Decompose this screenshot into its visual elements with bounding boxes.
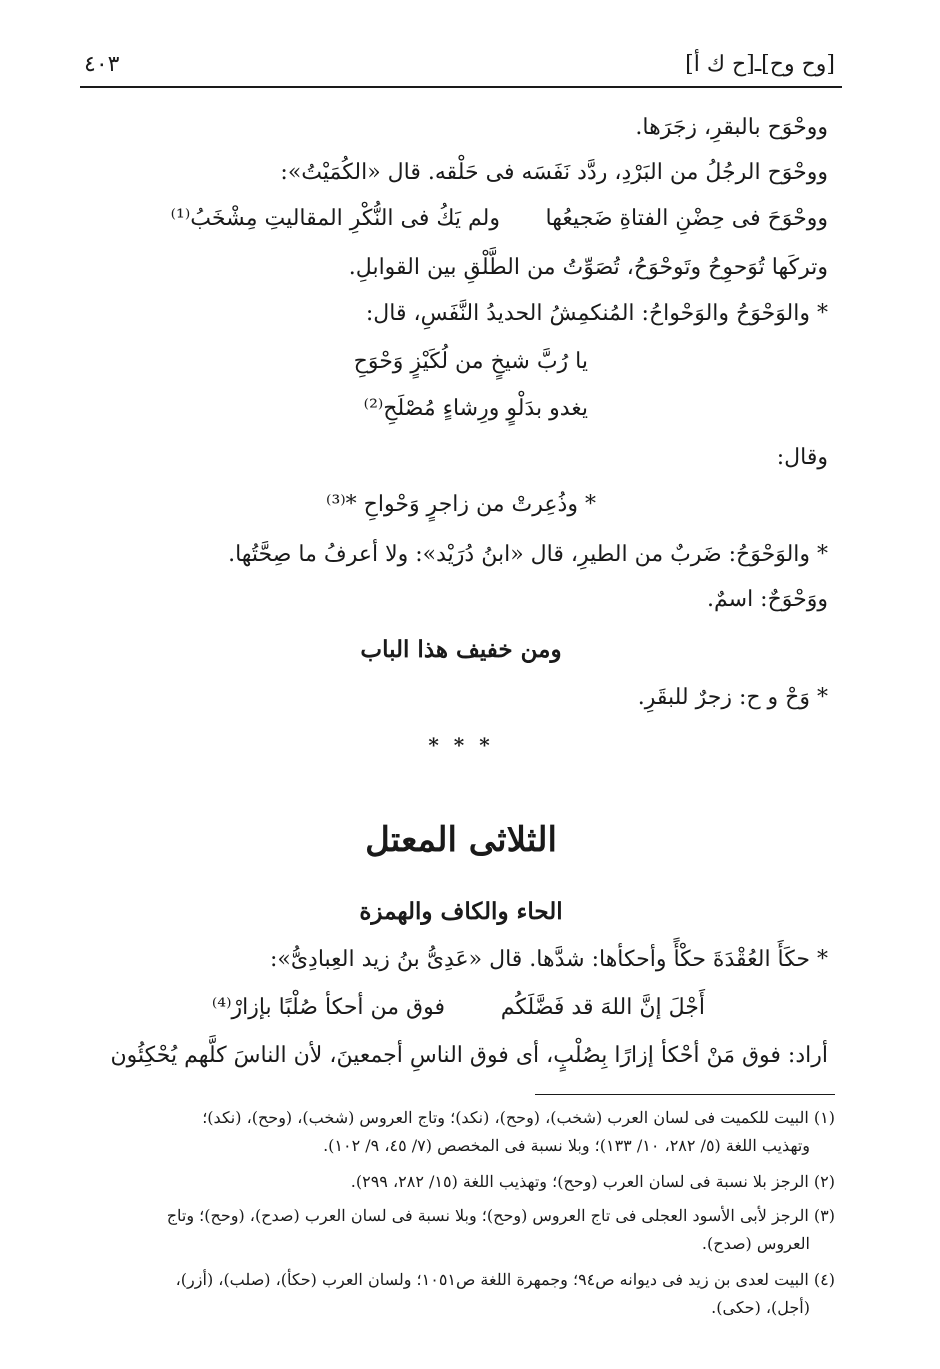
footnote: (٤) البيت لعدى بن زيد فى ديوانه ص٩٤؛ وجمهرة اللغة ص١٠٥١؛ ولسان العرب (حكأ)، (صلب)، (أزر)،	[175, 1270, 835, 1289]
subsection-heading: ومن خفيف هذا الباب	[360, 636, 562, 663]
rajaz-line: * وذُعِرتْ من زاجرٍ وَحْواحِ *⁽³⁾	[326, 492, 596, 517]
footnote: (١) البيت للكميت فى لسان العرب (شخب)، (وحح)، (نكد)؛ وتاج العروس (شخب)، (وحح)، (نكد)؛	[202, 1108, 835, 1127]
footnote: (٢) الرجز بلا نسبة فى لسان العرب (وحح)؛ وتهذيب اللغة (١٥/ ٢٨٢، ٢٩٩).	[350, 1172, 835, 1191]
running-header-title: [وح وح]ـ[ح ك أ]	[685, 52, 835, 77]
verse-first-hemistich: ووحْوَحَ فى حِضْنِ الفتاةِ ضَجيعُها	[545, 206, 828, 231]
verse-first-hemistich: أَجْلَ إنَّ اللهَ قد فَضَّلَكُم	[500, 995, 705, 1020]
footnote: (٣) الرجز لأبى الأسود العجلى فى تاج العروس (وحح)؛ وبلا نسبة فى لسان العرب (صدح)، (وحح)؛ وتاج	[166, 1206, 835, 1225]
body-line: * وَحْ و ح: زجرٌ للبقَرِ.	[637, 685, 828, 710]
body-line: * حكَأَ العُقْدَةَ حكْأً وأحكأها: شدَّها. قال «عَدِىُّ بنُ زيد العِبادِىُّ»:	[269, 947, 828, 972]
body-line: ووَحْوَحٌ: اسمٌ.	[707, 587, 828, 612]
page-number: ٤٠٣	[84, 52, 120, 77]
body-line: * والوَحْوَحُ والوَحْواحُ: المُنكمِشُ الحديدُ النَّفَسِ، قال:	[365, 301, 828, 326]
body-line: ووحْوَح الرجُلُ من البَرْدِ، ردَّد نَفَسَه فى حَلْقه. قال «الكُمَيْتُ»:	[280, 160, 828, 185]
section-heading: الحاء والكاف والهمزة	[359, 898, 563, 925]
header-rule	[80, 86, 842, 88]
chapter-title: الثلاثى المعتل	[365, 820, 557, 860]
rajaz-line: يا رُبَّ شيخٍ من لُكَيْزٍ وَحْوَحِ	[353, 349, 588, 374]
body-line: * والوَحْوَحُ: ضَربٌ من الطيرِ، قال «ابنُ دُرَيْد»: ولا أعرفُ ما صِحَّتُها.	[228, 542, 828, 567]
body-line: ووحْوَح بالبقرِ، زجَرَها.	[635, 115, 828, 140]
section-separator: * * *	[428, 733, 494, 757]
verse-second-hemistich: ولم يَكُ فى النُّكْرِ المقاليتِ مِشْخَبُ⁽¹⁾	[170, 206, 500, 231]
body-line: وقال:	[776, 445, 828, 470]
footnote-rule	[535, 1094, 835, 1095]
rajaz-line: يغدو بدَلْوٍ ورِشاءٍ مُصْلَحِ⁽²⁾	[363, 396, 588, 421]
body-line: أراد: فوق مَنْ أحْكأ إزارًا بِصُلْبٍ، أى فوق الناسِ أجمعينَ، لأن الناسَ كلَّهم يُحْكِئُون	[110, 1043, 828, 1068]
footnote: (أجل)، (حكى).	[711, 1298, 810, 1317]
body-line: وتركَها تُوَحوِحُ وتَوحْوَحُ، تُصَوِّتُ من الطَّلْقِ بين القوابلِ.	[348, 255, 828, 280]
footnote: العروس (صدح).	[701, 1234, 810, 1253]
footnote: وتهذيب اللغة (٥/ ٢٨٢، ١٠/ ١٣٣)؛ وبلا نسبة فى المخصص (٧/ ٤٥، ٩/ ١٠٢).	[323, 1136, 810, 1155]
verse-second-hemistich: فوق من أحكأ صُلْبًا بإزارْ⁽⁴⁾	[211, 995, 445, 1020]
